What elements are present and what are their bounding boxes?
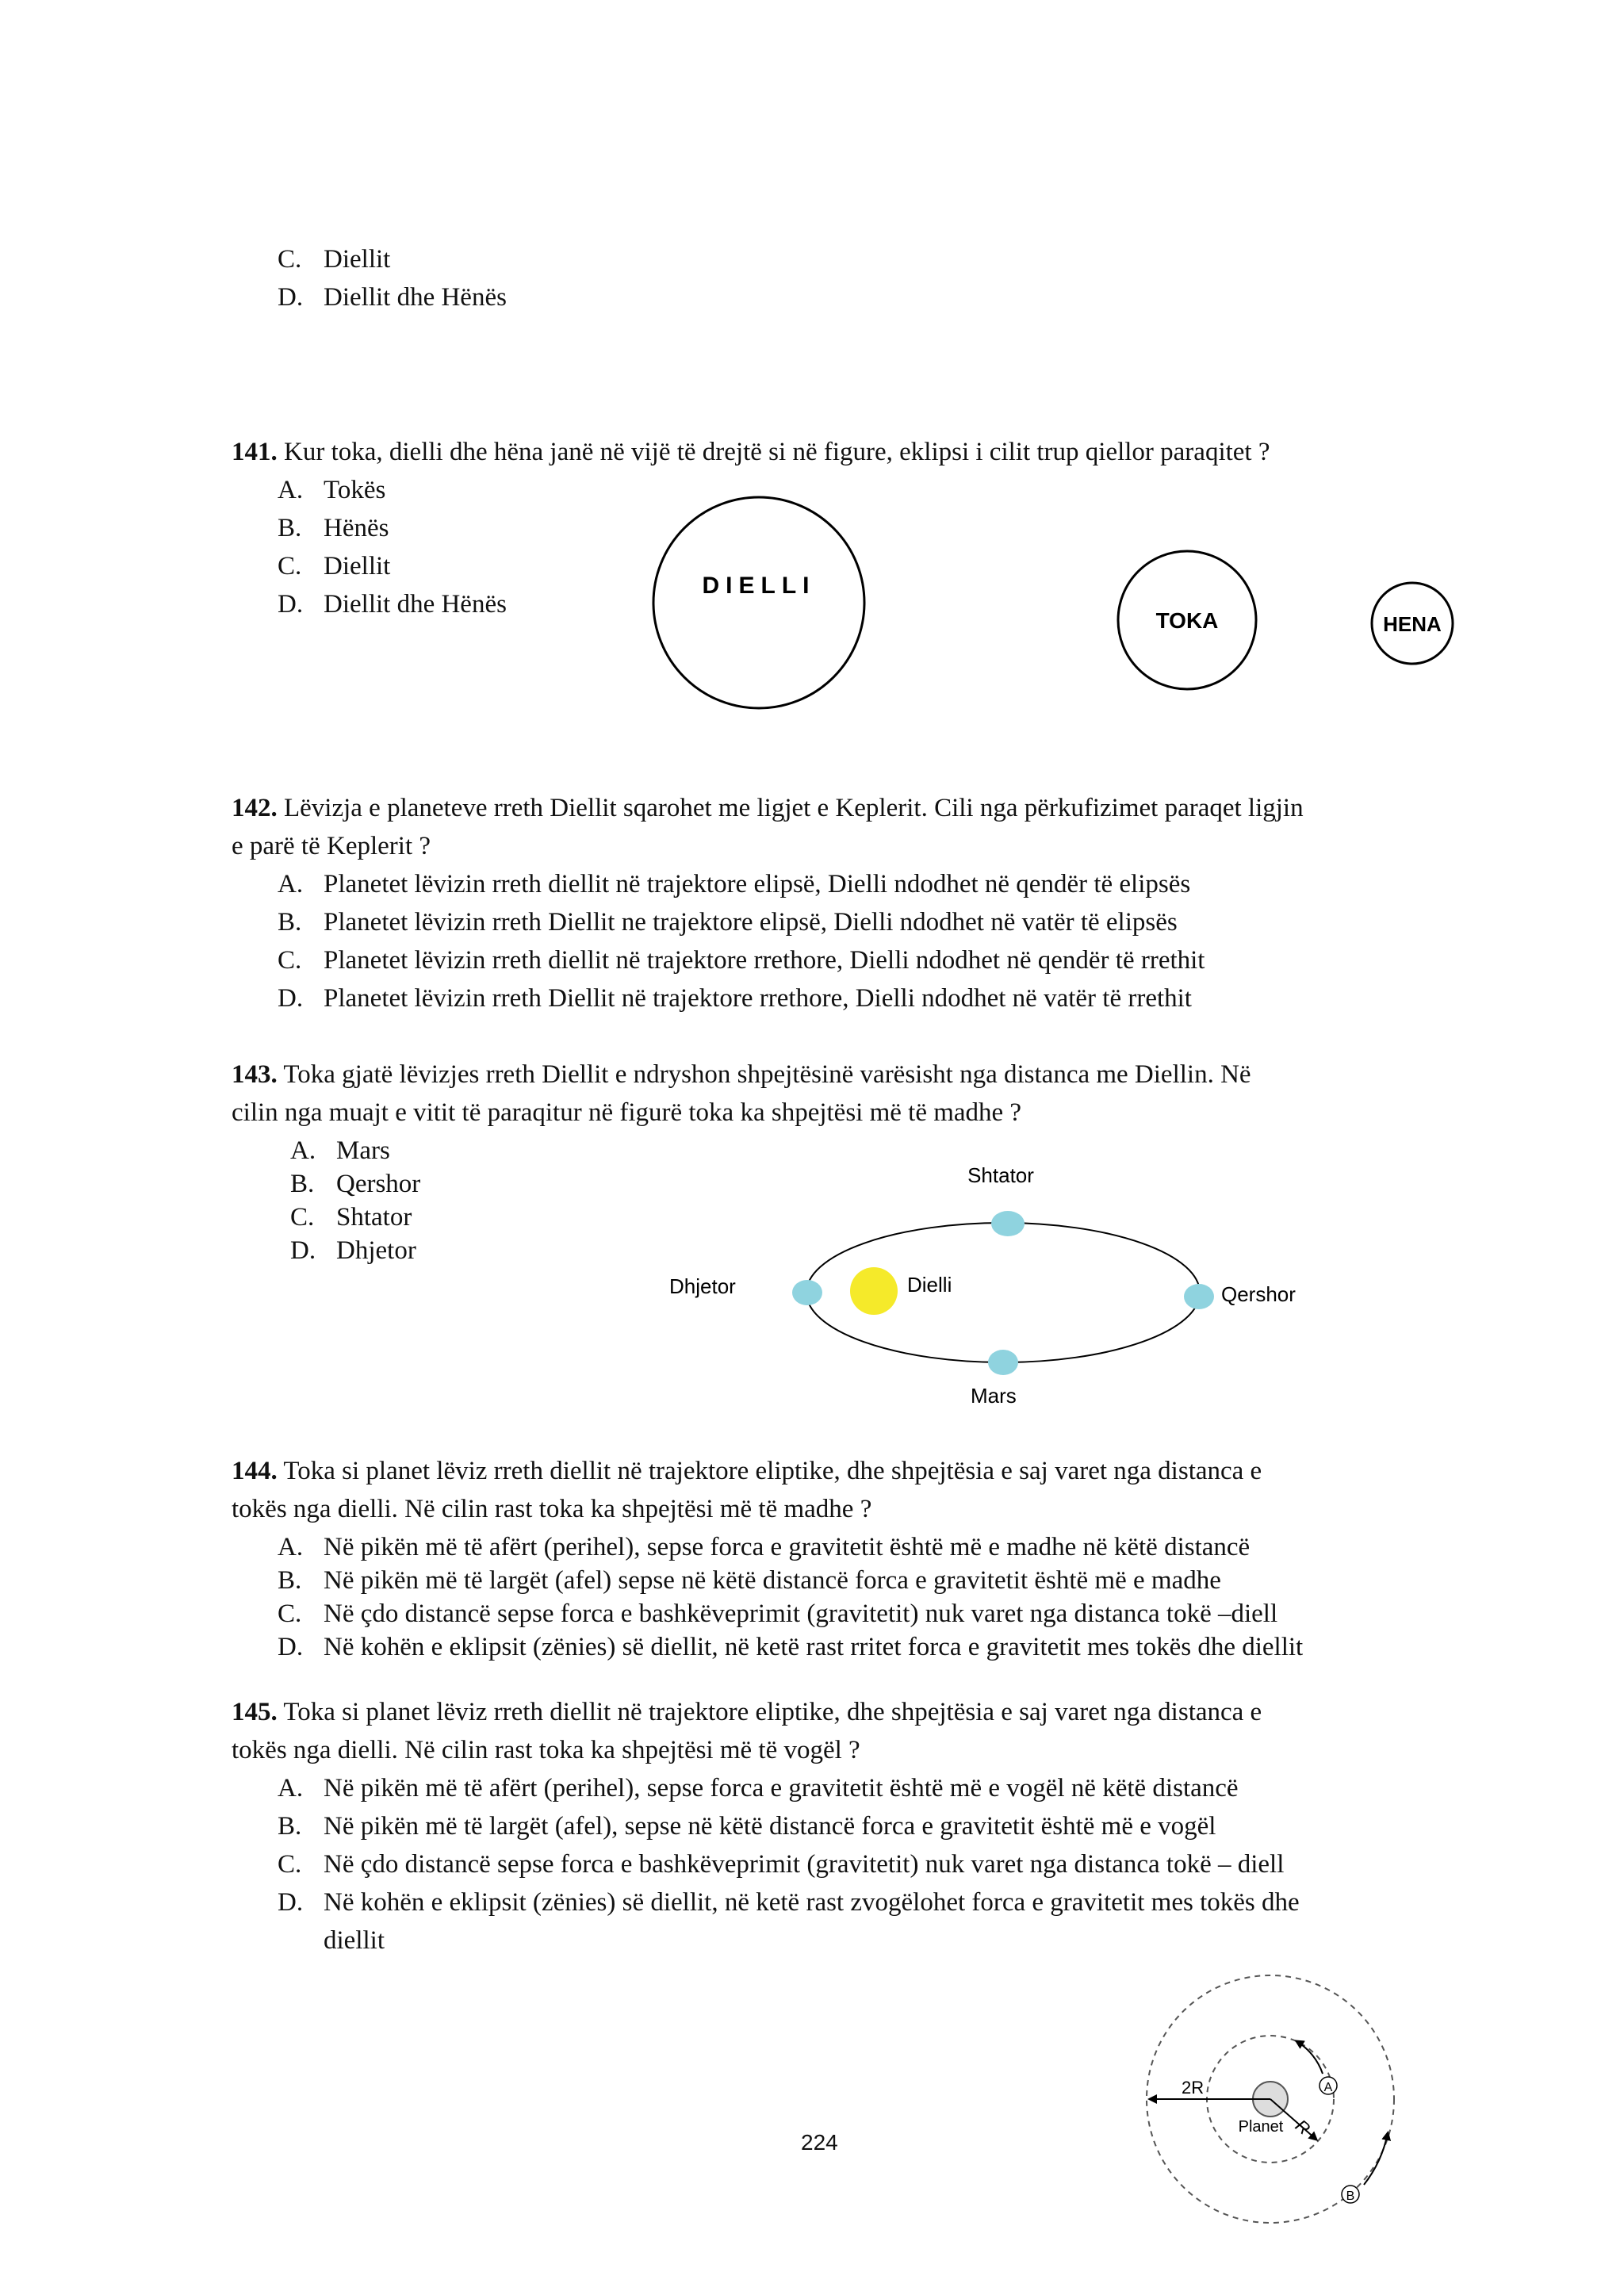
label-dielli: Dielli bbox=[907, 1273, 952, 1297]
option-b: B. Planetet lëvizin rreth Diellit ne trajektore elipsë, Dielli ndodhet në vatër të elipsës bbox=[278, 908, 1178, 937]
planet-label: Planet bbox=[1238, 2118, 1284, 2136]
option-c: C. Planetet lëvizin rreth diellit në trajektore rrethore, Dielli ndodhet në qendër të rrethit bbox=[278, 946, 1205, 975]
question-144-cont: tokës nga dielli. Në cilin rast toka ka shpejtësi më të madhe ? bbox=[232, 1495, 872, 1523]
earth-dot-qershor bbox=[1184, 1284, 1214, 1309]
option-a: A. Planetet lëvizin rreth diellit në trajektore elipsë, Dielli ndodhet në qendër të elipsës bbox=[278, 870, 1191, 898]
option-c: C. Shtator bbox=[290, 1203, 412, 1232]
option-b: B. Në pikën më të largët (afel), sepse në këtë distancë forca e gravitetit është më e vogël bbox=[278, 1812, 1216, 1841]
option-b: B. Hënës bbox=[278, 514, 389, 542]
option-d: D. Në kohën e eklipsit (zënies) së diellit, në ketë rast zvogëlohet forca e gravitetit mes tokës dhe bbox=[278, 1888, 1300, 1917]
arrow-b bbox=[1364, 2133, 1388, 2185]
eclipse-figure bbox=[634, 500, 1442, 706]
option-c: C. Në çdo distancë sepse forca e bashkëveprimit (gravitetit) nuk varet nga distanca tokë –diell bbox=[278, 1599, 1278, 1628]
question-143-cont: cilin nga muajt e vitit të paraqitur në figurë toka ka shpejtësi më të madhe ? bbox=[232, 1098, 1022, 1127]
label-2r: 2R bbox=[1182, 2078, 1205, 2098]
sun-circle bbox=[653, 497, 864, 708]
question-145-cont: tokës nga dielli. Në cilin rast toka ka shpejtësi më të vogël ? bbox=[232, 1736, 860, 1764]
option-d: D. Dhjetor bbox=[290, 1236, 416, 1265]
question-144: 144. Toka si planet lëviz rreth diellit në trajektore eliptike, dhe shpejtësia e saj varet nga distanca e bbox=[232, 1457, 1262, 1485]
option-a: A. Tokës bbox=[278, 476, 386, 504]
option-c: C. Diellit bbox=[278, 552, 391, 580]
option-d: D. Diellit dhe Hënës bbox=[278, 283, 507, 312]
point-b-label: B bbox=[1346, 2189, 1355, 2203]
question-142: 142. Lëvizja e planeteve rreth Diellit sqarohet me ligjet e Keplerit. Cili nga përkufizimet paraqet ligjin bbox=[232, 794, 1304, 822]
option-b: B. Në pikën më të largët (afel) sepse në këtë distancë forca e gravitetit është më e madhe bbox=[278, 1566, 1221, 1595]
orbit-months-figure bbox=[650, 1154, 1364, 1416]
question-142-cont: e parë të Keplerit ? bbox=[232, 832, 431, 860]
label-dhjetor: Dhjetor bbox=[669, 1274, 736, 1298]
earth-dot-mars bbox=[988, 1350, 1018, 1375]
option-d-cont: diellit bbox=[324, 1926, 385, 1955]
planet-orbits-figure bbox=[1118, 1967, 1419, 2236]
option-b: B. Qershor bbox=[290, 1170, 421, 1198]
label-qershor: Qershor bbox=[1221, 1282, 1296, 1306]
question-141: 141. Kur toka, dielli dhe hëna janë në vijë të drejtë si në figure, eklipsi i cilit trup qiellor paraqitet ? bbox=[232, 438, 1270, 466]
earth-dot-dhjetor bbox=[792, 1280, 822, 1305]
label-shtator: Shtator bbox=[967, 1163, 1034, 1187]
option-d: D. Planetet lëvizin rreth Diellit në trajektore rrethore, Dielli ndodhet në vatër të rrethit bbox=[278, 984, 1192, 1013]
sun-label: DIELLI bbox=[702, 573, 816, 599]
option-a: A. Në pikën më të afërt (perihel), sepse forca e gravitetit është më e vogël në këtë distancë bbox=[278, 1774, 1239, 1803]
question-143: 143. Toka gjatë lëvizjes rreth Diellit e ndryshon shpejtësinë varësisht nga distanca me Diellin. Në bbox=[232, 1060, 1251, 1089]
option-d: D. Në kohën e eklipsit (zënies) së diellit, në ketë rast rritet forca e gravitetit mes tokës dhe diellit bbox=[278, 1633, 1304, 1661]
earth-dot-shtator bbox=[991, 1211, 1025, 1236]
sun-dot bbox=[850, 1267, 898, 1315]
option-c: C. Diellit bbox=[278, 245, 391, 274]
option-a: A. Në pikën më të afërt (perihel), sepse forca e gravitetit është më e madhe në këtë distancë bbox=[278, 1533, 1251, 1561]
label-mars: Mars bbox=[971, 1384, 1017, 1408]
question-145: 145. Toka si planet lëviz rreth diellit në trajektore eliptike, dhe shpejtësia e saj varet nga distanca e bbox=[232, 1698, 1262, 1726]
option-c: C. Në çdo distancë sepse forca e bashkëveprimit (gravitetit) nuk varet nga distanca tokë – diell bbox=[278, 1850, 1285, 1879]
label-r: R bbox=[1291, 2115, 1315, 2140]
earth-label: TOKA bbox=[1155, 608, 1219, 633]
page-number: 224 bbox=[801, 2130, 838, 2155]
moon-label: HENA bbox=[1383, 612, 1442, 636]
option-a: A. Mars bbox=[290, 1136, 390, 1165]
option-d: D. Diellit dhe Hënës bbox=[278, 590, 507, 619]
point-a-label: A bbox=[1323, 2081, 1333, 2094]
